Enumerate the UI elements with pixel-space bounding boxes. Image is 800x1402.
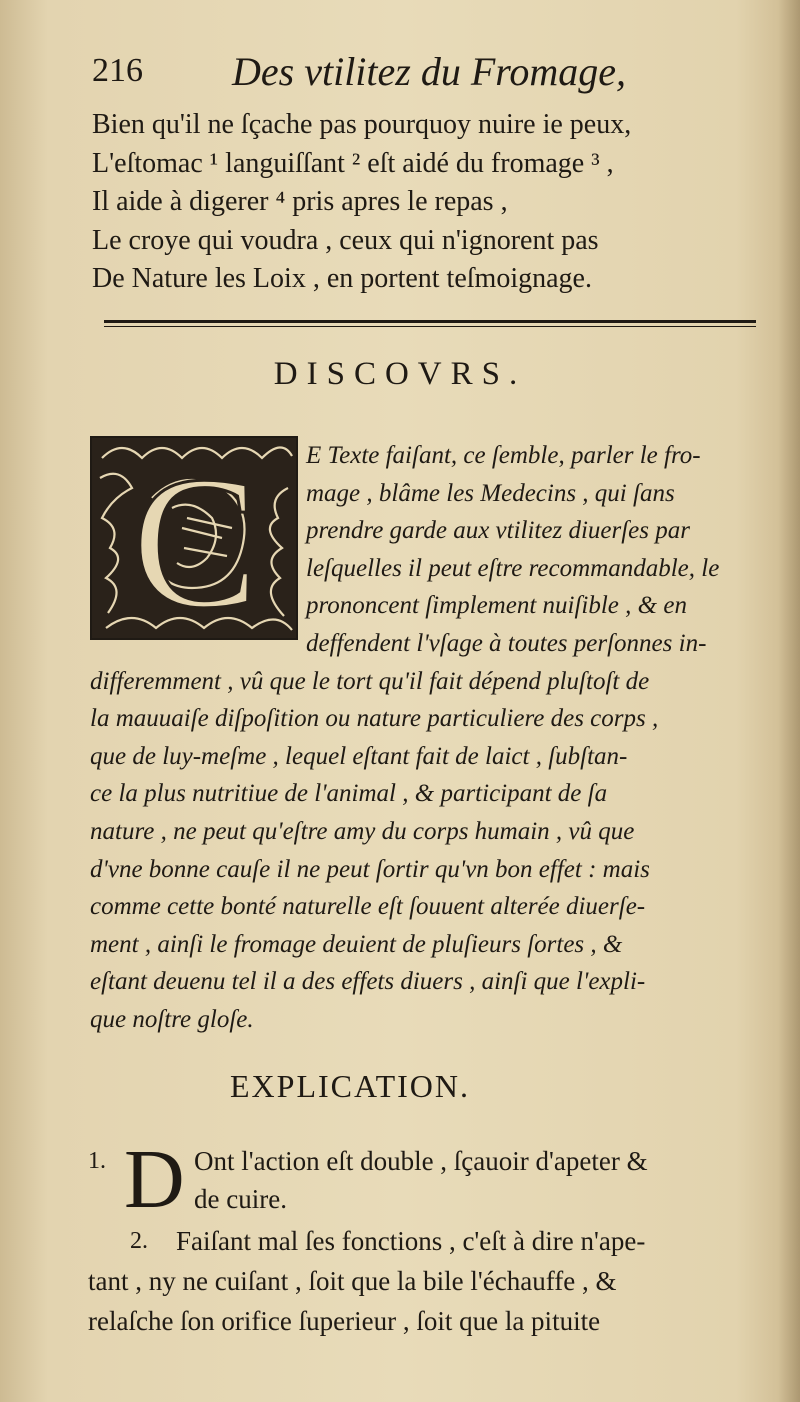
- section-rule: [104, 320, 756, 323]
- drop-cap: D: [124, 1133, 185, 1226]
- text-line: d'vne bonne cauſe il ne peut ſortir qu'vn bon effet : mais: [90, 855, 650, 883]
- explication-heading: EXPLICATION.: [230, 1068, 470, 1104]
- verse-line: L'eſtomac ¹ languiſſant ² eſt aidé du fromage ³ ,: [92, 147, 614, 179]
- text-line: Faiſant mal ſes fonctions , c'eſt à dire n'ape-: [176, 1226, 646, 1256]
- text-line: nature , ne peut qu'eſtre amy du corps humain , vû que: [90, 817, 635, 845]
- text-line: ce la plus nutritiue de l'animal , & participant de ſa: [90, 780, 608, 808]
- text-line: de cuire.: [194, 1184, 287, 1214]
- verse-line: De Nature les Loix , en portent teſmoignage.: [92, 263, 592, 294]
- discours-paragraph: [90, 437, 768, 1039]
- text-line: la mauuaiſe diſpoſition ou nature particuliere des corps ,: [90, 705, 659, 733]
- note-number: 1.: [88, 1148, 106, 1174]
- verse-block: [92, 106, 762, 299]
- running-title: Des vtilitez du Fromage,: [232, 49, 627, 94]
- text-line: relaſche ſon orifice ſuperieur , ſoit que la pituite: [88, 1306, 601, 1336]
- section-rule-thin: [104, 326, 756, 327]
- running-head: [92, 48, 662, 96]
- text-line: prendre garde aux vtilitez diuerſes par: [306, 517, 690, 545]
- text-line: comme cette bonté naturelle eſt ſouuent alterée diuerſe-: [90, 893, 646, 921]
- page-gutter-shadow: [778, 0, 800, 1402]
- text-line: differemment , vû que le tort qu'il fait dépend pluſtoſt de: [90, 667, 650, 695]
- text-line: Ont l'action eſt double , ſçauoir d'apeter &: [194, 1146, 648, 1176]
- text-line: eſtant deuenu tel il a des effets diuers , ainſi que l'expli-: [90, 968, 646, 996]
- discours-heading: DISCOVRS.: [273, 356, 527, 392]
- text-line: prononcent ſimplement nuiſible , & en: [306, 592, 687, 620]
- initial-letter: C: [132, 438, 259, 638]
- text-line: tant , ny ne cuiſant , ſoit que la bile l'échauffe , &: [88, 1266, 617, 1296]
- text-line: que noſtre gloſe.: [90, 1005, 254, 1033]
- text-line: ment , ainſi le fromage deuient de pluſieurs ſortes , &: [90, 930, 623, 958]
- text-line: mage , blâme les Medecins , qui ſans: [306, 479, 675, 507]
- text-line: que de luy-meſme , lequel eſtant fait de laict , ſubſtan-: [90, 742, 628, 770]
- note-number: 2.: [130, 1228, 148, 1254]
- verse-line: Le croye qui voudra , ceux qui n'ignorent pas: [92, 224, 599, 256]
- verse-line: Bien qu'il ne ſçache pas pourquoy nuire ie peux,: [92, 109, 632, 140]
- page-number: 216: [92, 52, 143, 89]
- text-line: deffendent l'vſage à toutes perſonnes in-: [306, 629, 707, 657]
- text-line: E Texte faiſant, ce ſemble, parler le fro-: [306, 442, 701, 469]
- text-line: leſquelles il peut eſtre recommandable, le: [306, 554, 720, 582]
- verse-line: Il aide à digerer ⁴ pris apres le repas ,: [92, 186, 508, 217]
